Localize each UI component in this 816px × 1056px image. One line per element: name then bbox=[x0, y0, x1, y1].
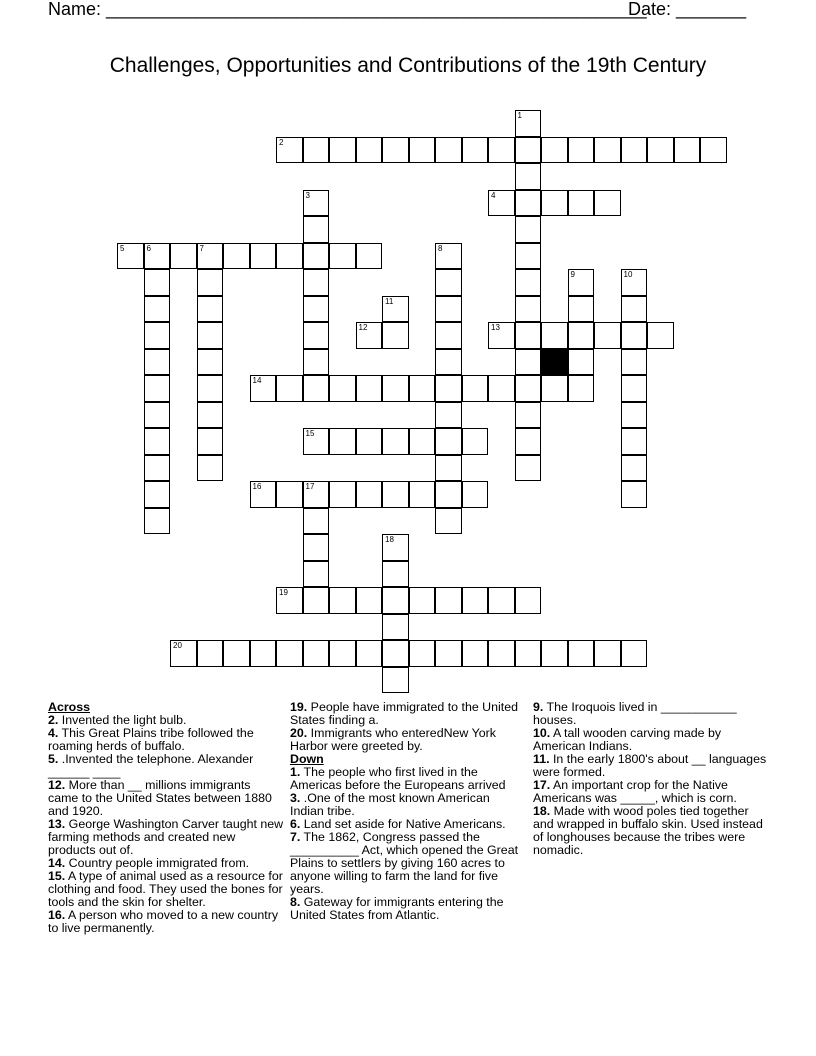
down-clue bbox=[533, 753, 769, 779]
clue-number: 16. bbox=[48, 908, 66, 922]
grid-cell[interactable] bbox=[382, 561, 409, 588]
clue-number: 10. bbox=[533, 726, 551, 740]
grid-cell[interactable] bbox=[329, 428, 356, 455]
grid-cell[interactable] bbox=[303, 296, 330, 323]
grid-cell[interactable] bbox=[541, 375, 568, 402]
grid-cell[interactable] bbox=[303, 322, 330, 349]
grid-cell[interactable] bbox=[382, 296, 409, 323]
grid-cell[interactable] bbox=[515, 587, 542, 614]
grid-cell[interactable] bbox=[621, 428, 648, 455]
grid-cell[interactable] bbox=[303, 428, 330, 455]
clue-number: 9. bbox=[533, 700, 544, 714]
grid-cell[interactable] bbox=[488, 375, 515, 402]
grid-cell[interactable] bbox=[568, 349, 595, 376]
clue-number: 1 bbox=[517, 111, 522, 120]
clue-text: This Great Plains tribe followed the roaming herds of buffalo. bbox=[48, 726, 254, 753]
grid-cell[interactable] bbox=[382, 322, 409, 349]
grid-cell[interactable] bbox=[515, 428, 542, 455]
grid-cell[interactable] bbox=[356, 428, 383, 455]
grid-cell[interactable] bbox=[303, 216, 330, 243]
grid-cell[interactable] bbox=[435, 137, 462, 164]
clue-number: 16 bbox=[252, 482, 262, 491]
grid-cell[interactable] bbox=[568, 640, 595, 667]
grid-cell[interactable] bbox=[409, 587, 436, 614]
grid-cell[interactable] bbox=[356, 137, 383, 164]
down-clue bbox=[290, 896, 526, 922]
grid-cell[interactable] bbox=[144, 455, 171, 482]
grid-cell[interactable] bbox=[674, 137, 701, 164]
down-column-1 bbox=[290, 701, 526, 922]
date-field[interactable]: Date: _______ bbox=[628, 0, 747, 19]
clue-number: 6. bbox=[290, 817, 301, 831]
grid-cell[interactable] bbox=[541, 640, 568, 667]
grid-cell[interactable] bbox=[488, 137, 515, 164]
grid-cell[interactable] bbox=[382, 534, 409, 561]
grid-cell[interactable] bbox=[435, 587, 462, 614]
grid-cell[interactable] bbox=[382, 481, 409, 508]
grid-cell[interactable] bbox=[515, 269, 542, 296]
grid-cell[interactable] bbox=[568, 269, 595, 296]
down-clue bbox=[533, 701, 769, 727]
clue-number: 6 bbox=[146, 243, 151, 253]
clue-number: 11. bbox=[533, 752, 550, 766]
clue-number: 20. bbox=[290, 726, 308, 740]
grid-cell[interactable] bbox=[329, 375, 356, 402]
grid-cell[interactable] bbox=[303, 349, 330, 376]
grid-cell[interactable] bbox=[541, 137, 568, 164]
clue-text: People have immigrated to the United States finding a. bbox=[290, 700, 518, 727]
grid-cell[interactable] bbox=[276, 375, 303, 402]
grid-cell[interactable] bbox=[197, 349, 224, 376]
grid-cell[interactable] bbox=[197, 402, 224, 429]
grid-cell[interactable] bbox=[250, 640, 277, 667]
grid-cell[interactable] bbox=[303, 587, 330, 614]
grid-cell[interactable] bbox=[462, 587, 489, 614]
grid-cell[interactable] bbox=[144, 349, 171, 376]
grid-cell[interactable] bbox=[515, 296, 542, 323]
grid-cell[interactable] bbox=[329, 587, 356, 614]
grid-cell[interactable] bbox=[568, 322, 595, 349]
down-clue bbox=[533, 779, 769, 805]
clue-number: 10 bbox=[623, 270, 633, 279]
grid-cell[interactable] bbox=[197, 296, 224, 323]
grid-cell[interactable] bbox=[303, 375, 330, 402]
grid-cell[interactable] bbox=[329, 481, 356, 508]
down-clue bbox=[533, 727, 769, 753]
grid-cell[interactable] bbox=[462, 375, 489, 402]
grid-cell[interactable] bbox=[488, 190, 515, 217]
grid-cell[interactable] bbox=[144, 296, 171, 323]
grid-cell[interactable] bbox=[409, 428, 436, 455]
clue-text: A tall wooden carving made by American Indians. bbox=[533, 726, 722, 753]
grid-cell[interactable] bbox=[435, 428, 462, 455]
grid-cell[interactable] bbox=[197, 640, 224, 667]
clue-text: .Invented the telephone. Alexander ______ ____ bbox=[48, 752, 254, 779]
clue-number: 1. bbox=[290, 765, 301, 779]
clue-number: 14 bbox=[252, 376, 262, 385]
black-square bbox=[541, 349, 568, 376]
down-clue-list-continued bbox=[533, 701, 769, 857]
grid-cell[interactable] bbox=[250, 243, 277, 270]
grid-cell[interactable] bbox=[329, 640, 356, 667]
grid-cell[interactable] bbox=[435, 269, 462, 296]
grid-cell[interactable] bbox=[515, 640, 542, 667]
grid-cell[interactable] bbox=[144, 481, 171, 508]
grid-cell[interactable] bbox=[435, 455, 462, 482]
clue-text: In the early 1800's about __ languages were formed. bbox=[533, 752, 767, 779]
grid-cell[interactable] bbox=[223, 640, 250, 667]
grid-cell[interactable] bbox=[356, 587, 383, 614]
grid-cell[interactable] bbox=[541, 322, 568, 349]
grid-cell[interactable] bbox=[568, 137, 595, 164]
grid-cell[interactable] bbox=[621, 640, 648, 667]
across-column bbox=[48, 701, 284, 935]
clue-number: 15 bbox=[305, 429, 315, 438]
grid-cell[interactable] bbox=[621, 481, 648, 508]
grid-cell[interactable] bbox=[117, 243, 144, 270]
grid-cell[interactable] bbox=[435, 349, 462, 376]
grid-cell[interactable] bbox=[435, 322, 462, 349]
grid-cell[interactable] bbox=[594, 640, 621, 667]
grid-cell[interactable] bbox=[382, 614, 409, 641]
across-clue bbox=[48, 779, 284, 818]
across-clue bbox=[290, 701, 526, 727]
across-heading: Across bbox=[48, 700, 91, 714]
grid-cell[interactable] bbox=[488, 322, 515, 349]
clue-text: An important crop for the Native Americans was _____, which is corn. bbox=[533, 778, 737, 805]
down-column-2 bbox=[533, 701, 769, 857]
clue-number: 2 bbox=[279, 137, 284, 147]
grid-cell[interactable] bbox=[409, 481, 436, 508]
across-clue bbox=[48, 870, 284, 909]
down-heading: Down bbox=[290, 752, 324, 766]
grid-cell[interactable] bbox=[329, 137, 356, 164]
across-clue bbox=[48, 727, 284, 753]
grid-cell[interactable] bbox=[197, 322, 224, 349]
grid-cell[interactable] bbox=[382, 667, 409, 694]
grid-cell[interactable] bbox=[488, 640, 515, 667]
grid-cell[interactable] bbox=[515, 402, 542, 429]
grid-cell[interactable] bbox=[515, 163, 542, 190]
grid-cell[interactable] bbox=[435, 481, 462, 508]
grid-cell[interactable] bbox=[303, 137, 330, 164]
grid-cell[interactable] bbox=[356, 322, 383, 349]
grid-cell[interactable] bbox=[303, 561, 330, 588]
clue-text: Immigrants who enteredNew York Harbor were greeted by. bbox=[290, 726, 496, 753]
grid-cell[interactable] bbox=[409, 640, 436, 667]
grid-cell[interactable] bbox=[700, 137, 727, 164]
grid-cell[interactable] bbox=[647, 322, 674, 349]
grid-cell[interactable] bbox=[197, 269, 224, 296]
clue-text: A type of animal used as a resource for clothing and food. They used the bones for tools and the skin for shelter. bbox=[48, 869, 283, 909]
down-clue bbox=[290, 831, 526, 896]
grid-cell[interactable] bbox=[594, 190, 621, 217]
clue-number: 12. bbox=[48, 778, 66, 792]
grid-cell[interactable] bbox=[197, 455, 224, 482]
grid-cell[interactable] bbox=[223, 243, 250, 270]
grid-cell[interactable] bbox=[462, 428, 489, 455]
clue-text: George Washington Carver taught new farming methods and created new products out of. bbox=[48, 817, 284, 857]
across-clue-list bbox=[48, 714, 284, 935]
grid-cell[interactable] bbox=[568, 190, 595, 217]
grid-cell[interactable] bbox=[488, 587, 515, 614]
clue-number: 18 bbox=[385, 535, 394, 544]
grid-cell[interactable] bbox=[303, 190, 330, 217]
grid-cell[interactable] bbox=[515, 216, 542, 243]
clue-text: The 1862, Congress passed the __________ Act, which opened the Great Plains to settlers by giving 160 acres to anyone willing to farm the land for five years. bbox=[290, 830, 519, 896]
grid-cell[interactable] bbox=[144, 375, 171, 402]
clue-number: 13 bbox=[491, 323, 500, 332]
clue-number: 13. bbox=[48, 817, 66, 831]
grid-cell[interactable] bbox=[462, 137, 489, 164]
clue-number: 8. bbox=[290, 895, 301, 909]
across-clue bbox=[48, 753, 284, 779]
grid-cell[interactable] bbox=[435, 243, 462, 270]
grid-cell[interactable] bbox=[541, 190, 568, 217]
clue-number: 4 bbox=[491, 190, 496, 200]
grid-cell[interactable] bbox=[276, 481, 303, 508]
down-clue bbox=[290, 766, 526, 792]
down-clue bbox=[290, 792, 526, 818]
grid-cell[interactable] bbox=[382, 587, 409, 614]
grid-cell[interactable] bbox=[515, 137, 542, 164]
grid-cell[interactable] bbox=[276, 640, 303, 667]
grid-cell[interactable] bbox=[303, 243, 330, 270]
grid-cell[interactable] bbox=[250, 375, 277, 402]
grid-cell[interactable] bbox=[382, 640, 409, 667]
grid-cell[interactable] bbox=[409, 375, 436, 402]
clue-number: 3. bbox=[290, 791, 301, 805]
grid-cell[interactable] bbox=[303, 481, 330, 508]
grid-cell[interactable] bbox=[462, 640, 489, 667]
grid-cell[interactable] bbox=[356, 243, 383, 270]
clue-text: Land set aside for Native Americans. bbox=[300, 817, 506, 831]
grid-cell[interactable] bbox=[621, 137, 648, 164]
clue-text: Country people immigrated from. bbox=[65, 856, 250, 870]
clue-number: 19 bbox=[279, 588, 288, 597]
clue-text: .One of the most known American Indian tribe. bbox=[290, 791, 490, 818]
grid-cell[interactable] bbox=[621, 296, 648, 323]
clue-text: More than __ millions immigrants came to the United States between 1880 and 1920. bbox=[48, 778, 272, 818]
grid-cell[interactable] bbox=[356, 640, 383, 667]
clue-number: 3 bbox=[305, 190, 310, 200]
clue-text: A person who moved to a new country to live permanently. bbox=[48, 908, 279, 935]
grid-cell[interactable] bbox=[621, 402, 648, 429]
grid-cell[interactable] bbox=[515, 455, 542, 482]
page-title: Challenges, Opportunities and Contributions of the 19th Century bbox=[109, 54, 707, 77]
grid-cell[interactable] bbox=[276, 587, 303, 614]
grid-cell[interactable] bbox=[144, 269, 171, 296]
grid-cell[interactable] bbox=[303, 534, 330, 561]
clue-number: 18. bbox=[533, 804, 551, 818]
grid-cell[interactable] bbox=[144, 508, 171, 535]
grid-cell[interactable] bbox=[462, 481, 489, 508]
clue-number: 5. bbox=[48, 752, 59, 766]
grid-cell[interactable] bbox=[621, 322, 648, 349]
grid-cell[interactable] bbox=[356, 481, 383, 508]
clue-text: The Iroquois lived in ___________ houses. bbox=[533, 700, 737, 727]
clue-number: 17 bbox=[305, 482, 315, 491]
grid-cell[interactable] bbox=[435, 640, 462, 667]
grid-cell[interactable] bbox=[594, 322, 621, 349]
grid-cell[interactable] bbox=[594, 137, 621, 164]
grid-cell[interactable] bbox=[197, 243, 224, 270]
clue-text: The people who first lived in the Americas before the Europeans arrived bbox=[290, 765, 506, 792]
grid-cell[interactable] bbox=[515, 110, 542, 137]
clue-number: 17. bbox=[533, 778, 551, 792]
grid-cell[interactable] bbox=[621, 349, 648, 376]
clue-number: 12 bbox=[358, 323, 368, 332]
grid-cell[interactable] bbox=[276, 243, 303, 270]
grid-cell[interactable] bbox=[435, 296, 462, 323]
grid-cell[interactable] bbox=[435, 508, 462, 535]
down-clue bbox=[533, 805, 769, 857]
clue-text: Made with wood poles tied together and wrapped in buffalo skin. Used instead of longhouses because the tribes were nomadic. bbox=[533, 804, 763, 857]
grid-cell[interactable] bbox=[515, 322, 542, 349]
grid-cell[interactable] bbox=[329, 243, 356, 270]
grid-cell[interactable] bbox=[144, 428, 171, 455]
grid-cell[interactable] bbox=[303, 640, 330, 667]
grid-cell[interactable] bbox=[303, 508, 330, 535]
clue-number: 7 bbox=[199, 243, 204, 253]
clue-number: 9 bbox=[570, 270, 575, 279]
clue-number: 7. bbox=[290, 830, 301, 844]
clue-number: 19. bbox=[290, 700, 308, 714]
grid-cell[interactable] bbox=[515, 190, 542, 217]
grid-cell[interactable] bbox=[197, 428, 224, 455]
grid-cell[interactable] bbox=[647, 137, 674, 164]
grid-cell[interactable] bbox=[621, 455, 648, 482]
grid-cell[interactable] bbox=[621, 269, 648, 296]
clue-text: Invented the light bulb. bbox=[58, 713, 187, 727]
clue-text: Gateway for immigrants entering the United States from Atlantic. bbox=[290, 895, 504, 922]
name-field[interactable]: Name: ______________________________________________________ bbox=[48, 0, 647, 19]
grid-cell[interactable] bbox=[435, 375, 462, 402]
grid-cell[interactable] bbox=[356, 375, 383, 402]
grid-cell[interactable] bbox=[276, 137, 303, 164]
grid-cell[interactable] bbox=[144, 243, 171, 270]
grid-cell[interactable] bbox=[568, 296, 595, 323]
clue-number: 11 bbox=[385, 296, 394, 306]
grid-cell[interactable] bbox=[382, 375, 409, 402]
clue-number: 8 bbox=[438, 243, 443, 253]
across-clue bbox=[290, 727, 526, 753]
grid-cell[interactable] bbox=[250, 481, 277, 508]
grid-cell[interactable] bbox=[568, 375, 595, 402]
clue-number: 15. bbox=[48, 869, 66, 883]
across-clue bbox=[48, 909, 284, 935]
grid-cell[interactable] bbox=[170, 243, 197, 270]
across-clue-list-continued bbox=[290, 701, 526, 753]
grid-cell[interactable] bbox=[515, 243, 542, 270]
grid-cell[interactable] bbox=[515, 375, 542, 402]
grid-cell[interactable] bbox=[170, 640, 197, 667]
grid-cell[interactable] bbox=[621, 375, 648, 402]
clue-number: 4. bbox=[48, 726, 59, 740]
clue-number: 14. bbox=[48, 856, 66, 870]
grid-cell[interactable] bbox=[197, 375, 224, 402]
grid-cell[interactable] bbox=[382, 428, 409, 455]
clue-number: 20 bbox=[173, 641, 182, 650]
clue-number: 2. bbox=[48, 713, 59, 727]
across-clue bbox=[48, 818, 284, 857]
down-clue-list bbox=[290, 766, 526, 922]
grid-cell[interactable] bbox=[515, 349, 542, 376]
grid-cell[interactable] bbox=[409, 137, 436, 164]
grid-cell[interactable] bbox=[144, 402, 171, 429]
clue-number: 5 bbox=[120, 243, 125, 253]
grid-cell[interactable] bbox=[382, 137, 409, 164]
grid-cell[interactable] bbox=[435, 402, 462, 429]
grid-cell[interactable] bbox=[303, 269, 330, 296]
grid-cell[interactable] bbox=[144, 322, 171, 349]
